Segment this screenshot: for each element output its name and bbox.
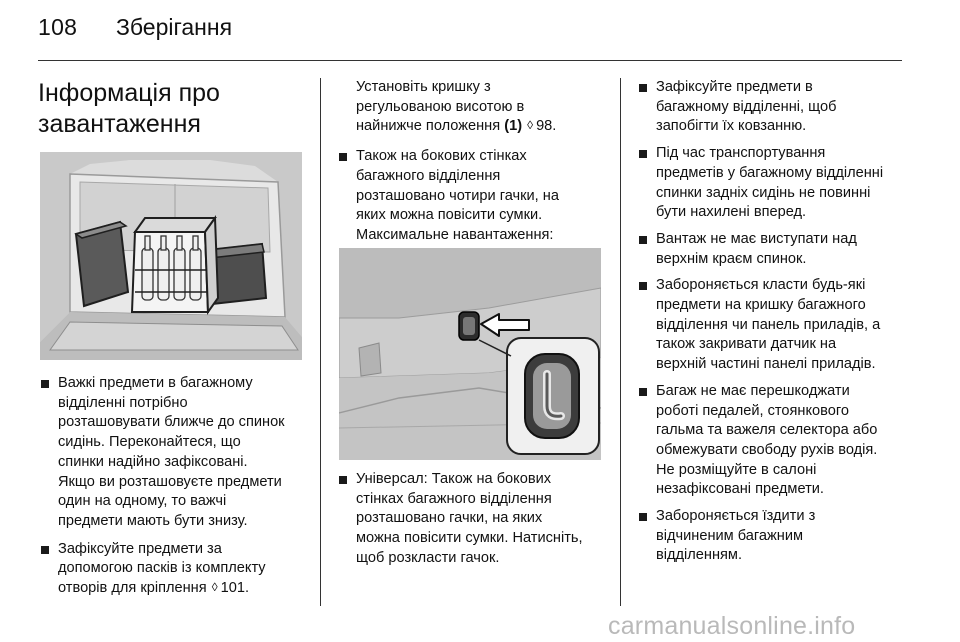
page-reference-icon: ◊ (211, 580, 218, 595)
text-line: Забороняється класти будь-які (656, 277, 866, 294)
text-line: допомогою пасків із комплекту (58, 560, 266, 577)
text-line: верхнім краєм спинок. (656, 250, 807, 267)
text-line: верхній частині панелі приладів. (656, 356, 876, 373)
text-line: обмежувати свободу рухів водія. (656, 441, 878, 458)
text-line: Багаж не має перешкоджати (656, 382, 850, 399)
bag-hook-illustration (339, 248, 601, 460)
text-line: один на одному, то важчі (58, 493, 227, 510)
text-line: предмети мають бути знизу. (58, 512, 248, 529)
text-line: Також на бокових стінках (356, 148, 527, 165)
page-reference-link[interactable]: 101. (220, 580, 250, 597)
column-2-text (338, 78, 610, 265)
page-number: 108 (38, 14, 78, 40)
text-line: Забороняється їздити з (656, 508, 816, 525)
text-line: Максимальне навантаження: (356, 226, 554, 243)
list-item (338, 470, 610, 569)
text-line: багажному відділенні, щоб (656, 98, 837, 115)
text-line: Під час транспортування (656, 145, 826, 162)
page-reference-icon: ◊ (527, 118, 534, 133)
trunk-drawing (40, 152, 302, 360)
callout-number: (1) (504, 118, 523, 135)
text-line: Якщо ви розташовуєте предмети (58, 473, 282, 490)
text-line: спинки надійно зафіксовані. (58, 453, 248, 470)
chapter-title: Зберігання (116, 14, 233, 40)
text-line: Зафіксуйте предмети за (58, 540, 222, 557)
list-item (40, 540, 312, 599)
text-line: також закривати датчик на (656, 336, 837, 353)
section-heading (38, 78, 308, 140)
text-line: щоб розкласти гачок. (356, 549, 500, 566)
column-1-text (40, 374, 312, 599)
text-line: регульованою висотою в (356, 98, 525, 115)
list-item (638, 78, 928, 137)
header-rule (38, 60, 902, 61)
list-item (638, 276, 928, 375)
page-reference-link[interactable]: 98. (536, 118, 557, 135)
text-line: Зафіксуйте предмети в (656, 79, 813, 95)
text-line (58, 579, 312, 599)
column-2-text-bottom (338, 470, 610, 569)
text-line: Вантаж не має виступати над (656, 230, 857, 247)
text-line: предметів у багажному відділенні (656, 164, 884, 181)
trunk-loading-illustration (40, 152, 302, 360)
text-line: запобігти їх ковзанню. (656, 118, 807, 135)
text-line: розташовано чотири гачки, на (356, 187, 559, 204)
text-span: найнижче положення (356, 118, 501, 135)
text-line: відділенні потрібно (58, 394, 188, 411)
list-item (638, 144, 928, 223)
text-line: розташовано гачки, на яких (356, 510, 543, 527)
column-divider (320, 78, 321, 606)
watermark: carmanualsonline.info (608, 612, 856, 640)
list-item (638, 230, 928, 269)
text-line: відділення чи панель приладів, а (656, 316, 881, 333)
text-line: Універсал: Також на бокових (356, 471, 552, 487)
text-line: предмети на кришку багажного (656, 297, 866, 314)
heading-line: Інформація про (38, 79, 220, 107)
list-item (638, 507, 928, 566)
text-line: незафіксовані предмети. (656, 481, 824, 498)
text-line: відчиненим багажним (656, 527, 804, 544)
text-line: гальма та важеля селектора або (656, 422, 878, 439)
text-line: спинки задніх сидінь не повинні (656, 184, 871, 201)
hook-drawing (339, 248, 601, 460)
text-line: Установіть кришку з (356, 79, 491, 95)
text-line: сидінь. Переконайтеся, що (58, 434, 241, 451)
text-line: роботі педалей, стоянкового (656, 402, 849, 419)
column-divider (620, 78, 621, 606)
list-item (638, 382, 928, 500)
text-line (356, 117, 610, 137)
text-line: відділенням. (656, 547, 743, 564)
column-3-text (638, 78, 928, 566)
list-item (40, 374, 312, 532)
heading-line: завантаження (38, 110, 201, 138)
text-line: можна повісити сумки. Натисніть, (356, 530, 583, 547)
text-line: стінках багажного відділення (356, 490, 552, 507)
text-line: бути нахилені вперед. (656, 204, 807, 221)
text-line: Важкі предмети в багажному (58, 375, 253, 391)
text-line: багажного відділення (356, 167, 501, 184)
text-span: отворів для кріплення (58, 580, 207, 597)
continued-paragraph (338, 78, 610, 137)
text-line: розташовувати ближче до спинок (58, 414, 285, 431)
text-line: Не розміщуйте в салоні (656, 461, 817, 478)
text-line: яких можна повісити сумки. (356, 207, 543, 224)
